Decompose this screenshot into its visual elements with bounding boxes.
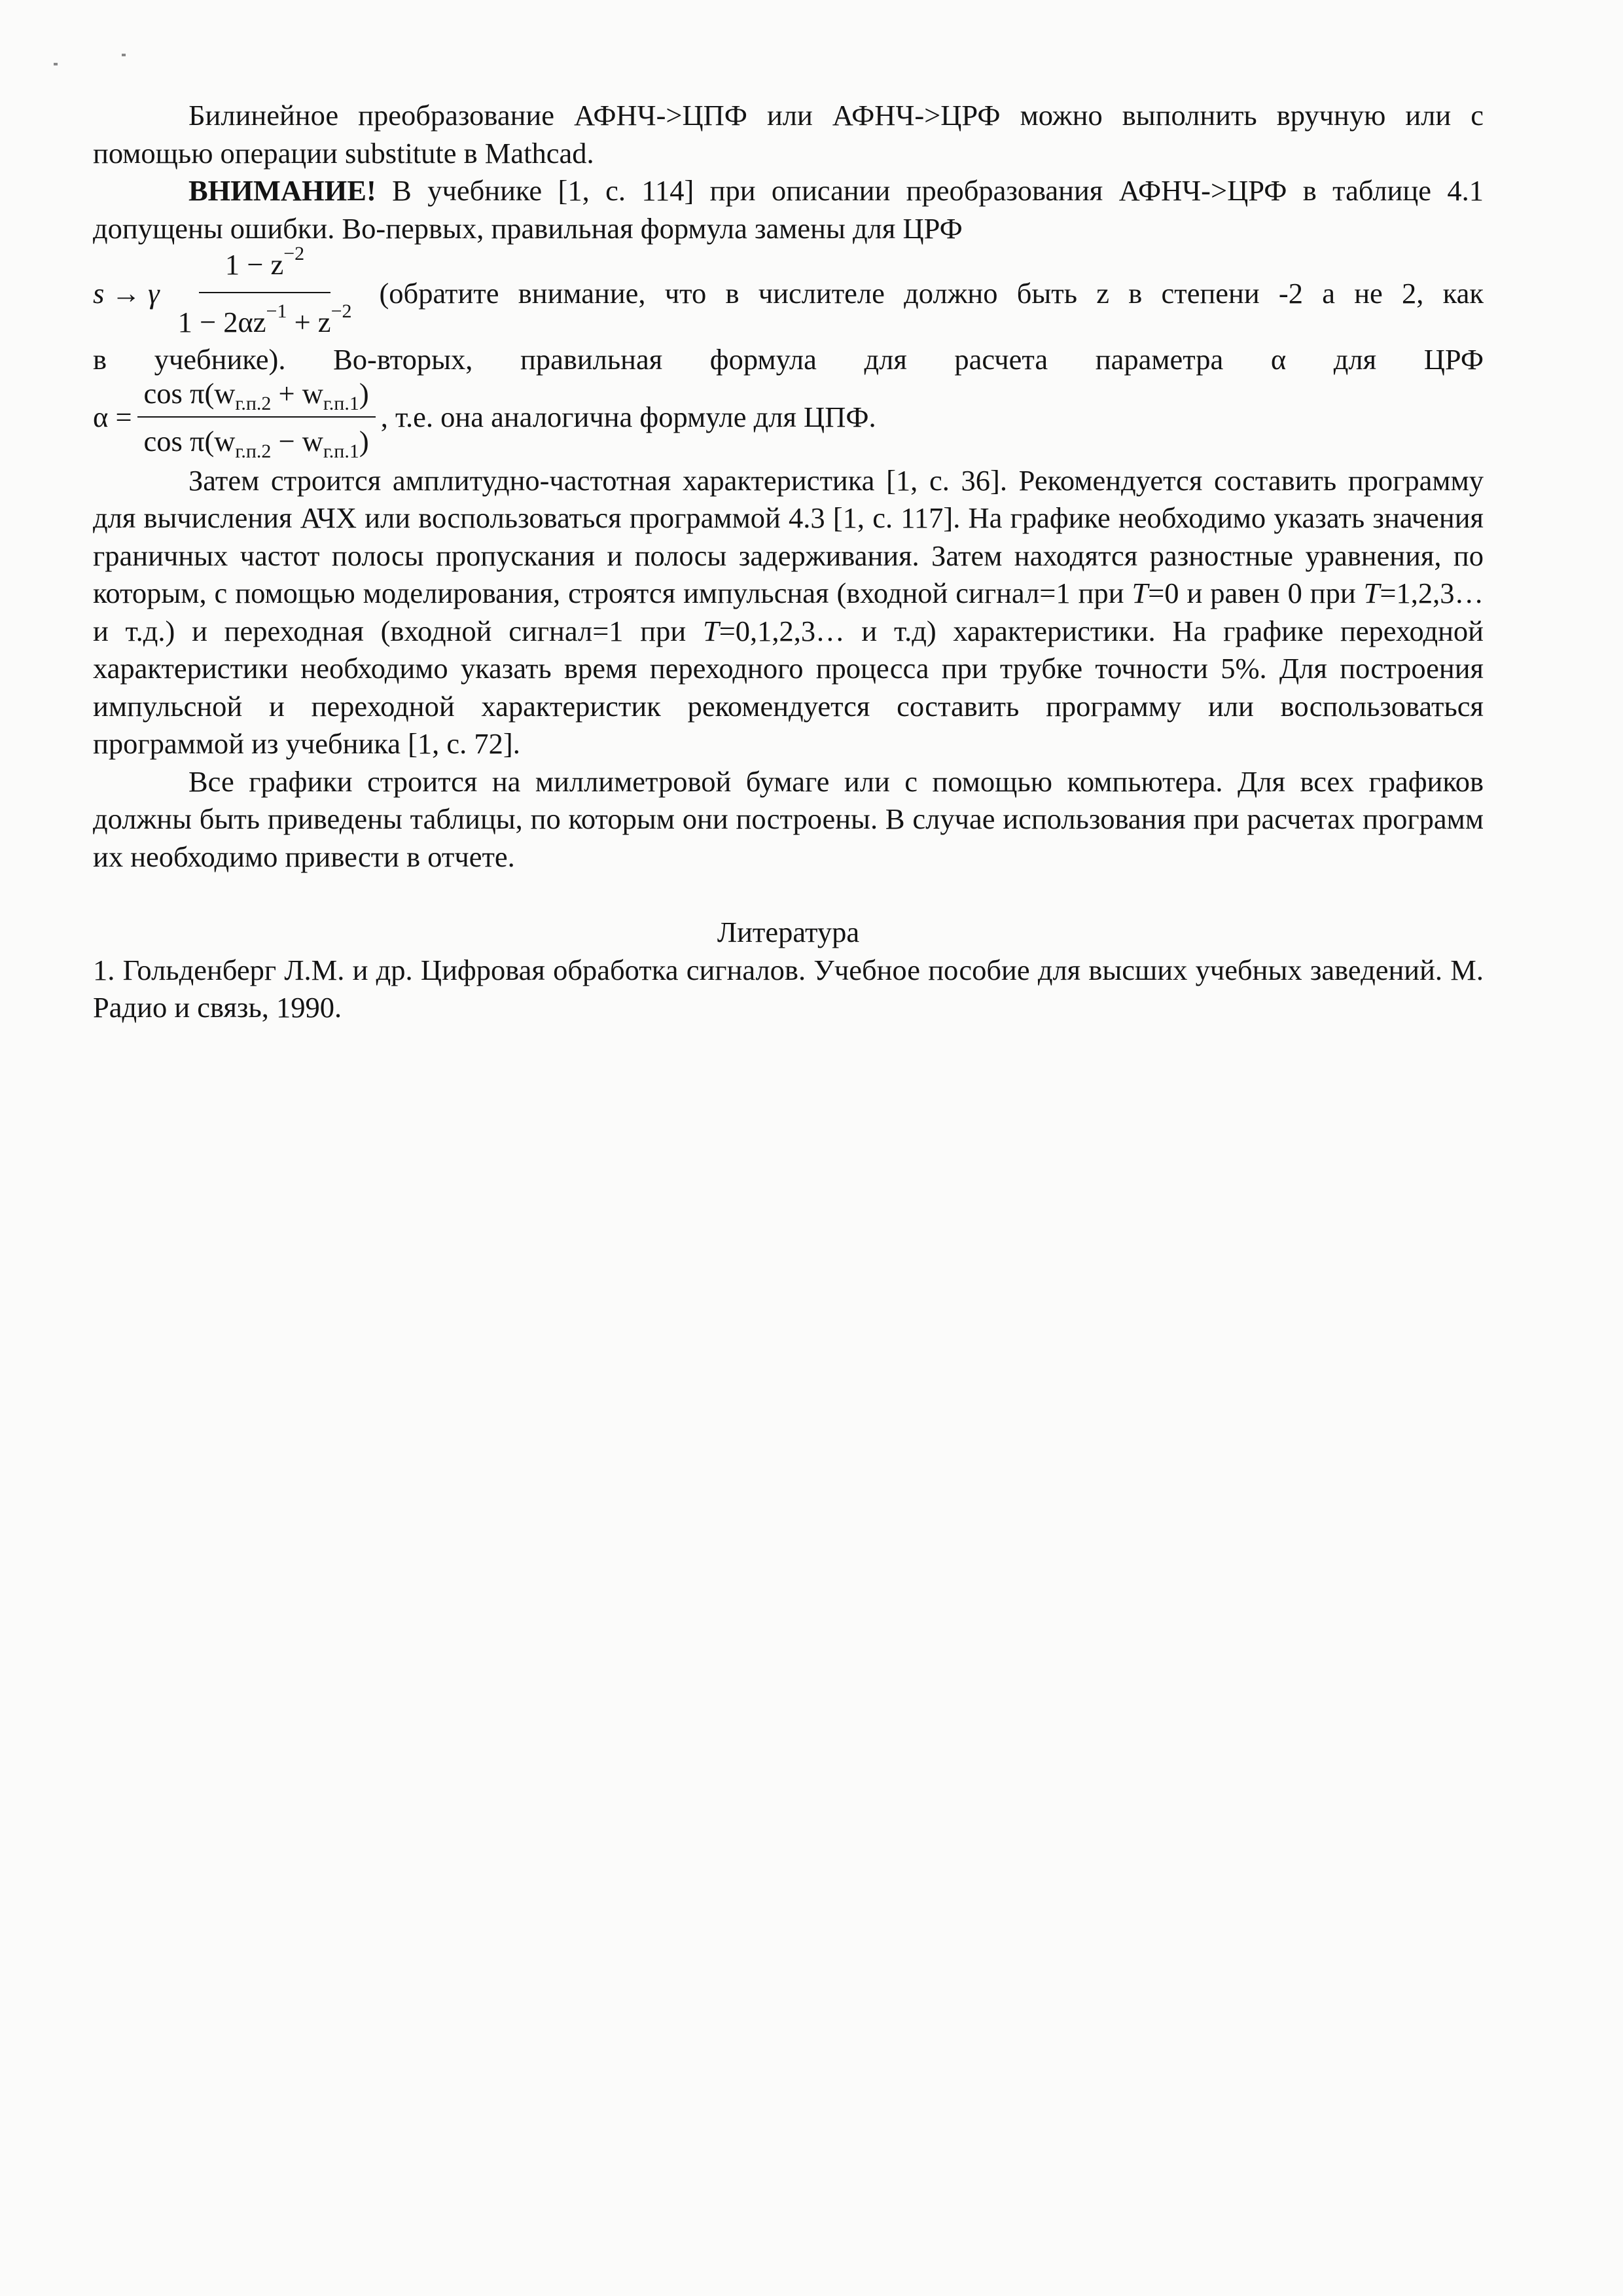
formula-alpha-numerator: $\cos \pi(w_{г.п.2} + w_{г.п.1})$ bbox=[137, 375, 376, 418]
formula-alpha-tail: , т.е. она аналогична формуле для ЦПФ. bbox=[380, 401, 876, 434]
formula-substitution bbox=[93, 243, 370, 341]
formula-substitution-numerator: $1 - z^{-2}$ bbox=[199, 246, 330, 293]
paragraph-warning bbox=[93, 172, 1484, 247]
formula-alpha-denominator: $\cos \pi(w_{г.п.2} - w_{г.п.1})$ bbox=[143, 425, 369, 462]
warning-label: ВНИМАНИЕ! bbox=[188, 174, 376, 207]
document-body bbox=[93, 97, 1484, 1027]
literature-item: 1. Гольденберг Л.М. и др. Цифровая обработка сигналов. Учебное пособие для высших учебных заведений. М. Радио и связь, 1990. bbox=[93, 953, 1484, 1024]
spacer bbox=[93, 876, 1484, 914]
formula-substitution-fraction bbox=[165, 243, 365, 341]
warning-text: В учебнике [1, с. 114] при описании преобразования АФНЧ->ЦРФ в таблице 4.1 допущены ошибки. Во-первых, правильная формула замены для ЦРФ bbox=[93, 174, 1484, 245]
paragraph-frequency-response: Затем строится амплитудно-частотная характеристика [1, с. 36]. Рекомендуется составить программу для вычисления АЧХ или воспользоваться программой 4.3 [1, с. 117]. На графике необходимо указать значения граничных частот полосы пропускания и полосы задерживания. Затем находятся разностные уравнения, по которым, с помощью моделирования, строятся импульсная (входной сигнал=1 при T=0 и равен 0 при T=1,2,3… и т.д.) и переходная (входной сигнал=1 при T=0,1,2,3… и т.д) характеристики. На графике переходной характеристики необходимо указать время переходного процесса при трубке точности 5%. Для построения импульсной и переходной характеристик рекомендуется составить программу или воспользоваться программой из учебника [1, с. 72]. bbox=[93, 463, 1484, 760]
formula-alpha-lhs: α = bbox=[93, 401, 132, 434]
formula-alpha-fraction bbox=[137, 375, 376, 461]
formula-substitution-denominator: $1 - 2\alpha z^{-1} + z^{-2}$ bbox=[177, 300, 352, 338]
paragraph-alpha-intro: в учебнике). Во-вторых, правильная формула для расчета параметра α для ЦРФ bbox=[93, 343, 1484, 376]
paragraph-graphs: Все графики строится на миллиметровой бумаге или с помощью компьютера. Для всех графиков должны быть приведены таблицы, по которым они построены. В случае использования при расчетах программ их необходимо привести в отчете. bbox=[93, 764, 1484, 873]
formula-substitution-lhs: s → γ bbox=[93, 276, 160, 310]
scan-speck bbox=[54, 63, 58, 65]
paragraph-bilinear-intro: Билинейное преобразование АФНЧ->ЦПФ или АФНЧ->ЦРФ можно выполнить вручную или с помощью операции substitute в Mathcad. bbox=[93, 99, 1484, 170]
formula-substitution-note: (обратите внимание, что в числителе должно быть z в степени -2 а не 2, как bbox=[379, 276, 1484, 310]
formula-row-alpha bbox=[93, 375, 1484, 461]
scan-speck bbox=[122, 54, 126, 56]
formula-row-substitution bbox=[93, 243, 1484, 341]
literature-heading: Литература bbox=[717, 916, 860, 948]
